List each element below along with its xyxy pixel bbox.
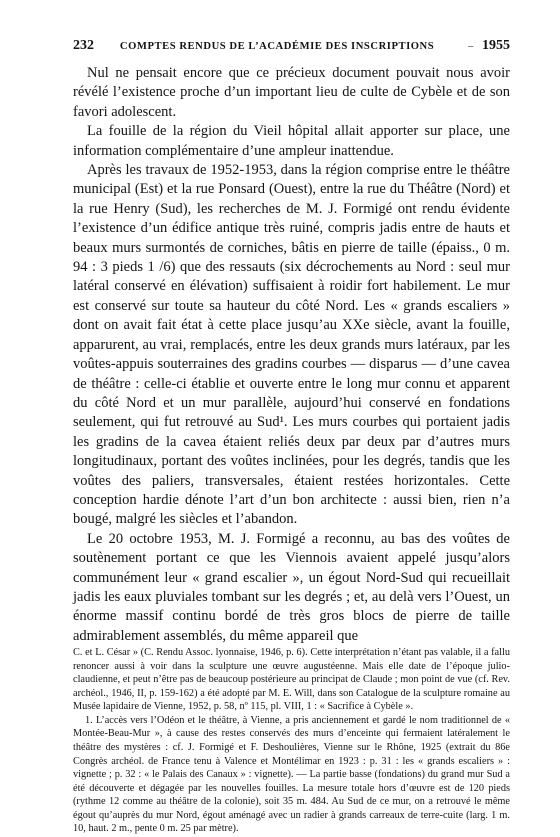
paragraph: Après les travaux de 1952-1953, dans la région comprise entre le théâtre municipal (Est) et la rue Ponsard (Ouest), entre la rue du Théâtre (Nord) et la rue Henry (Sud), les recherches de M. J. Formigé ont rendu évidente l’existence d’un édifice antique très ruiné, compris jadis entre de hauts et beaux murs surmontés de corniches, bâtis en pierre de taille (épaiss., 0 m. 94 : 3 pieds 1 /6) que des ressauts (six décrochements au Nord : seul mur latéral conservé en élévation) suffisaient à roidir fort habilement. Le mur est conservé sur toute sa hauteur du côté Nord. Les « grands escaliers » dont on avait fait état à cette place jusqu’au XXe siècle, avant la fouille, apparurent, au vrai, remplacés, entre les deux grands murs latéraux, par les voûtes-appuis souterraines des gradins courbes — disparus — d’une cavea de théâtre : celle-ci établie et ouverte entre le long mur connu et apparent du côté Nord et un mur parallèle, aujourd’hui conservé en fondations seulement, qui fut retrouvé au Sud¹. Les murs courbes qui portaient jadis les gradins de la cavea étaient reliés deux par deux par d’autres murs longitudinaux, portant des voûtes inclinées, pour les degrés, tandis que les voûtes des paliers, transversales, étaient restées horizontales. Cette conception hardie dénote l’art d’un bon architecte : aussi bien, rien n’a bougé, malgré les siècles et l’abandon. [73,162,510,528]
header-year: 1955 [482,38,510,53]
paragraph: La fouille de la région du Vieil hôpital allait apporter sur place, une information complémentaire d’une ampleur inattendue. [73,123,510,159]
main-text [73,64,510,646]
paragraph: Nul ne pensait encore que ce précieux document pouvait nous avoir révélé l’existence proche d’un important lieu de culte de Cybèle et de son favori adolescent. [73,65,510,120]
footnote-1: 1. L’accès vers l’Odéon et le théâtre, à Vienne, a pris anciennement et gardé le nom traditionnel de « Montée-Beau-Mur », à cause des restes conservés des murs d’enceinte qui fermaient latéralement le théâtre des mystères : cf. J. Formigé et F. Deshoulières, Vienne sur le Rhône, 1925 (extrait du 86e Congrès archéol. de France tenu à Valence et Montélimar en 1923 : p. 31 : les « grands escaliers » : vignette ; p. 32 : « le Palais des Canaux » : vignette). — La partie basse (fondations) du grand mur Sud a été découverte et dégagée par les nouvelles fouilles. La mesure totale hors d’œuvre est de 120 pieds (rythme 12 comme au théâtre de la colonie), soit 35 m. 484. Au Sud de ce mur, on a retrouvé le même égout qu’auprès du mur Nord, égout aménagé avec un radier à grands carreaux de terre-cuite (larg. 1 m. 10, haut. 2 m., pente 0 m. 25 par mètre). [73,714,510,835]
page-number: 232 [73,38,94,53]
footnotes [73,646,510,836]
running-header [73,38,510,54]
paragraph: Le 20 octobre 1953, M. J. Formigé a reconnu, au bas des voûtes de soutènement portant ce que les Viennois avaient appelé jusqu’alors communément leur « grand escalier », un égout Nord-Sud qui recueillait jadis les eaux pluviales tombant sur les degrés ; et, au delà vers l’Ouest, un énorme massif continu bordé de très gros blocs de pierre de taille admirablement assemblés, du même appareil que [73,530,510,644]
footnote-continuation: C. et L. César » (C. Rendu Assoc. lyonnaise, 1946, p. 6). Cette interprétation n’étant pas valable, il a fallu renoncer aussi à voir dans la sculpture une œuvre augustéenne. Mais elle date de l’époque julio-claudienne, et peut n’être pas de beaucoup postérieure au principat de Claude ; mon point de vue (cf. Rev. archéol., 1946, II, p. 159-162) a été adopté par M. E. Will, dans son Catalogue de la sculpture romaine au Musée lapidaire de Vienne, 1952, p. 58, nº 115, pl. VIII, 1 : « Sacrifice à Cybèle ». [73,647,510,713]
header-separator: – [468,41,474,52]
running-title: COMPTES RENDUS DE L’ACADÉMIE DES INSCRIPTIONS [119,41,435,52]
